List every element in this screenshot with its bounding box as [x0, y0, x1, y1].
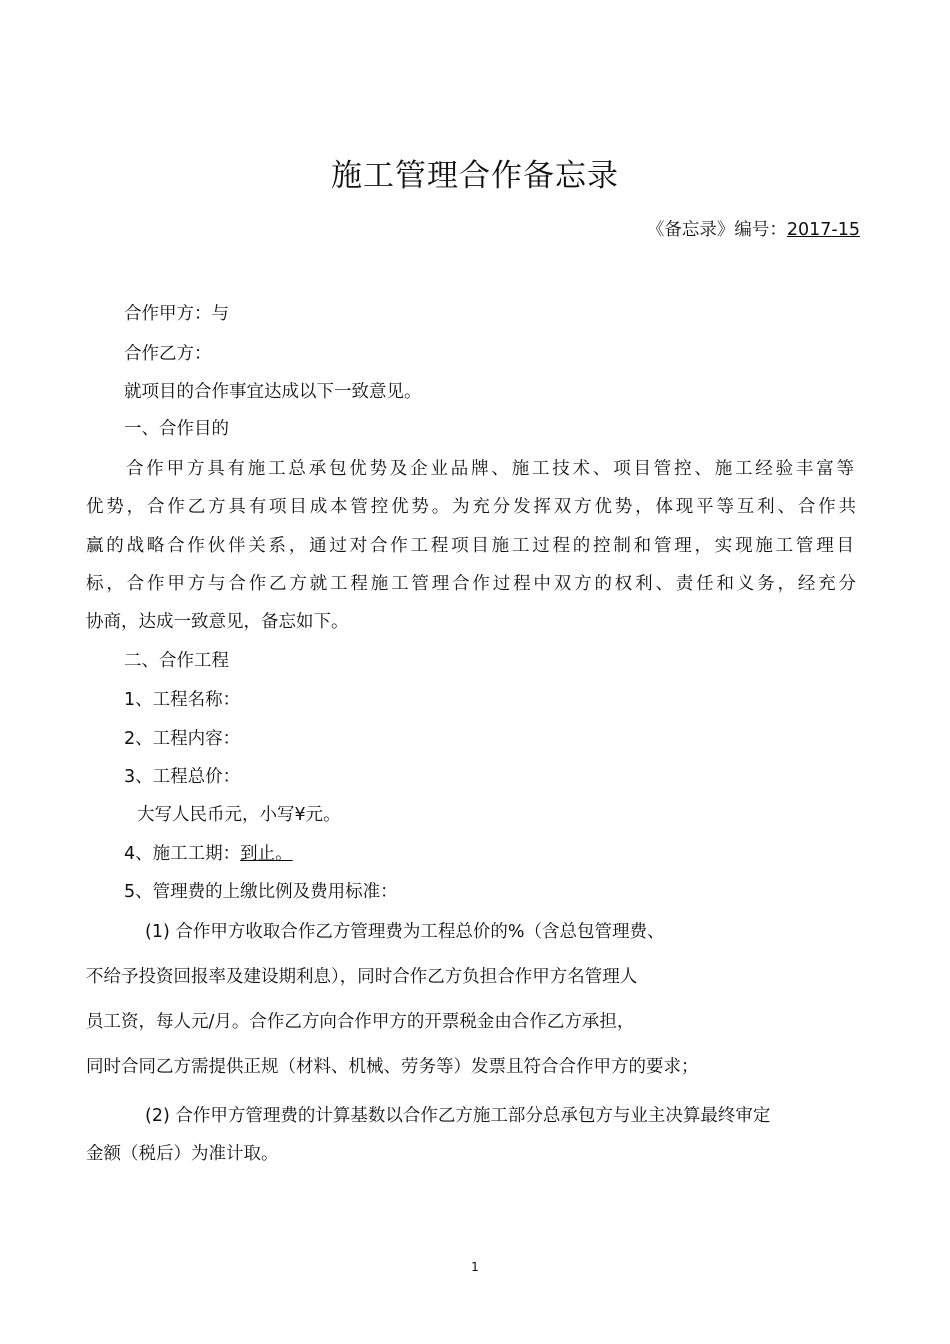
section-1-line: 合作甲方具有施工总承包优势及企业品牌、施工技术、项目管控、施工经验丰富等: [126, 459, 854, 479]
item-4-line: [124, 840, 293, 865]
party-a-line: 合作甲方：与: [124, 304, 229, 324]
clause-2-line: (2) 合作甲方管理费的计算基数以合作乙方施工部分总承包方与业主决算最终审定: [145, 1106, 771, 1126]
clause-1-line: 同时合同乙方需提供正规（材料、机械、劳务等）发票且符合合作甲方的要求；: [86, 1057, 699, 1077]
page-number: 1: [471, 1260, 479, 1274]
clause-1-line: 员工资，每人元/月。合作乙方向合作甲方的开票税金由合作乙方承担，: [86, 1012, 635, 1032]
section-1-line: 标，合作甲方与合作乙方就工程施工管理合作过程中双方的权利、责任和义务，经充分: [86, 574, 856, 594]
item-3-detail: 大写人民币元，小写¥元。: [137, 805, 341, 825]
section-1-line: 优势，合作乙方具有项目成本管控优势。为充分发挥双方优势，体现平等互利、合作共: [86, 497, 856, 517]
clause-1-line: 不给予投资回报率及建设期利息），同时合作乙方负担合作甲方名管理人: [86, 967, 638, 987]
party-b-line: 合作乙方：: [124, 344, 212, 364]
section-1-heading: 一、合作目的: [124, 419, 229, 439]
memo-number-value: 2017-15: [786, 220, 860, 240]
memo-number-label: 《备忘录》编号：: [646, 220, 787, 240]
clause-1-line: (1) 合作甲方收取合作乙方管理费为工程总价的%（含总包管理费、: [145, 922, 665, 942]
section-1-line: 协商，达成一致意见，备忘如下。: [86, 612, 349, 632]
section-1-line: 赢的战略合作伙伴关系，通过对合作工程项目施工过程的控制和管理，实现施工管理目: [86, 536, 854, 556]
item-4-label: 4、施工工期：: [124, 844, 241, 864]
section-2-heading: 二、合作工程: [124, 651, 229, 671]
item-1-line: 1、工程名称：: [124, 690, 241, 710]
item-5-line: 5、管理费的上缴比例及费用标准：: [124, 882, 398, 902]
item-4-value: 到止。: [240, 844, 293, 864]
document-title: 施工管理合作备忘录: [331, 158, 619, 194]
intro-line: 就项目的合作事宜达成以下一致意见。: [124, 382, 422, 402]
item-3-line: 3、工程总价：: [124, 767, 241, 787]
clause-2-line: 金额（税后）为准计取。: [86, 1144, 279, 1164]
item-2-line: 2、工程内容：: [124, 729, 241, 749]
memo-number-line: [647, 216, 860, 241]
